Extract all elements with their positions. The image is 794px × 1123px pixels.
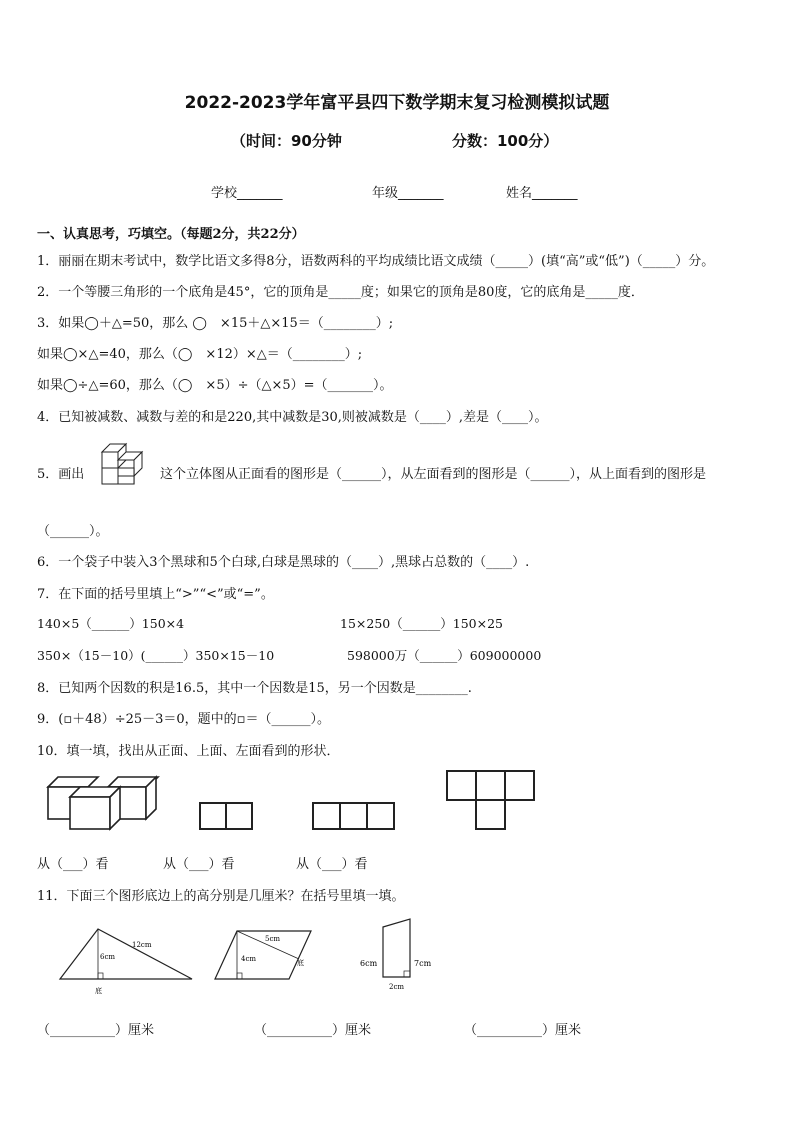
exam-score: 分数：100分） — [452, 132, 559, 150]
parallelogram-figure — [213, 925, 313, 985]
trap-right-label: 7cm — [414, 959, 432, 968]
q7-item-2: 15×250（______）150×25 — [340, 616, 503, 631]
question-6: 6．一个袋子中装入3个黑球和5个白球,白球是黑球的（____）,黑球占总数的（____）. — [37, 555, 530, 570]
question-9: 9．(▫＋48）÷25－3＝0，题中的▫＝（______）。 — [37, 712, 330, 727]
tri-h-label: 6cm — [100, 953, 116, 961]
question-10: 10．填一填，找出从正面、上面、左面看到的形状． — [37, 744, 340, 759]
question-5-prefix: 5．画出 — [37, 467, 85, 482]
par-base-label: 底 — [297, 959, 304, 967]
q11-answer-2[interactable]: （__________）厘米 — [254, 1023, 372, 1038]
trap-base-label: 2cm — [389, 983, 405, 991]
q7-item-1: 140×5（______）150×4 — [37, 616, 185, 631]
school-field[interactable]: 学校_______ — [211, 186, 283, 201]
question-1: 1．丽丽在期末考试中，数学比语文多得8分，语数两科的平均成绩比语文成绩（_____）(填“高”或“低”)（_____）分。 — [37, 254, 715, 269]
page-title: 2022-2023学年富平县四下数学期末复习检测模拟试题 — [184, 93, 610, 113]
question-2: 2．一个等腰三角形的一个底角是45°，它的顶角是_____度；如果它的顶角是80度，它的底角是_____度． — [37, 285, 644, 300]
par-h-label: 4cm — [241, 955, 257, 963]
question-8: 8．已知两个因数的积是16.5，其中一个因数是15，另一个因数是________. — [37, 681, 472, 696]
triangle-figure — [58, 925, 198, 1000]
grade-field[interactable]: 年级_______ — [372, 186, 444, 201]
name-field[interactable]: 姓名_______ — [506, 186, 578, 201]
question-5-cont: （______）。 — [37, 524, 109, 539]
question-11: 11．下面三个图形底边上的高分别是几厘米？在括号里填一填。 — [37, 889, 405, 904]
tri-base-label: 底 — [95, 987, 102, 995]
cube-stack-figure — [96, 440, 156, 500]
exam-time: （时间：90分钟 — [231, 132, 342, 150]
q10-label-2: 从（___）看 — [163, 857, 235, 872]
two-squares-figure — [199, 802, 255, 830]
par-side-label: 5cm — [265, 935, 281, 943]
trap-left-label: 6cm — [360, 959, 378, 968]
question-3a: 3．如果◯＋△=50，那么 ◯ ×15＋△×15＝（________）; — [37, 316, 394, 331]
question-3c: 如果◯÷△=60，那么（◯ ×5）÷（△×5）=（_______）。 — [37, 378, 393, 393]
q10-label-1: 从（___）看 — [37, 857, 109, 872]
question-4: 4．已知被减数、减数与差的和是220,其中减数是30,则被减数是（____）,差是（____）。 — [37, 410, 548, 425]
q11-answer-3[interactable]: （__________）厘米 — [464, 1023, 582, 1038]
tri-hyp-label: 12cm — [132, 941, 152, 949]
cube-row-figure — [46, 775, 158, 831]
section-title: 一、认真思考，巧填空。（每题2分，共22分） — [37, 227, 305, 242]
q7-item-3: 350×（15－10）(______）350×15－10 — [37, 648, 275, 663]
question-5-text: 这个立体图从正面看的图形是（______），从左面看到的图形是（______），从上面看到的图形是 — [160, 467, 707, 482]
question-3b: 如果◯×△=40，那么（◯ ×12）×△＝（________）; — [37, 347, 363, 362]
t-shape-figure — [446, 770, 536, 830]
question-7: 7．在下面的括号里填上“>”“<”或“=”。 — [37, 587, 274, 602]
three-squares-figure — [312, 802, 396, 830]
q11-answer-1[interactable]: （__________）厘米 — [37, 1023, 155, 1038]
q7-item-4: 598000万（______）609000000 — [347, 648, 542, 663]
q10-label-3: 从（___）看 — [296, 857, 368, 872]
trapezoid-figure — [358, 915, 438, 993]
